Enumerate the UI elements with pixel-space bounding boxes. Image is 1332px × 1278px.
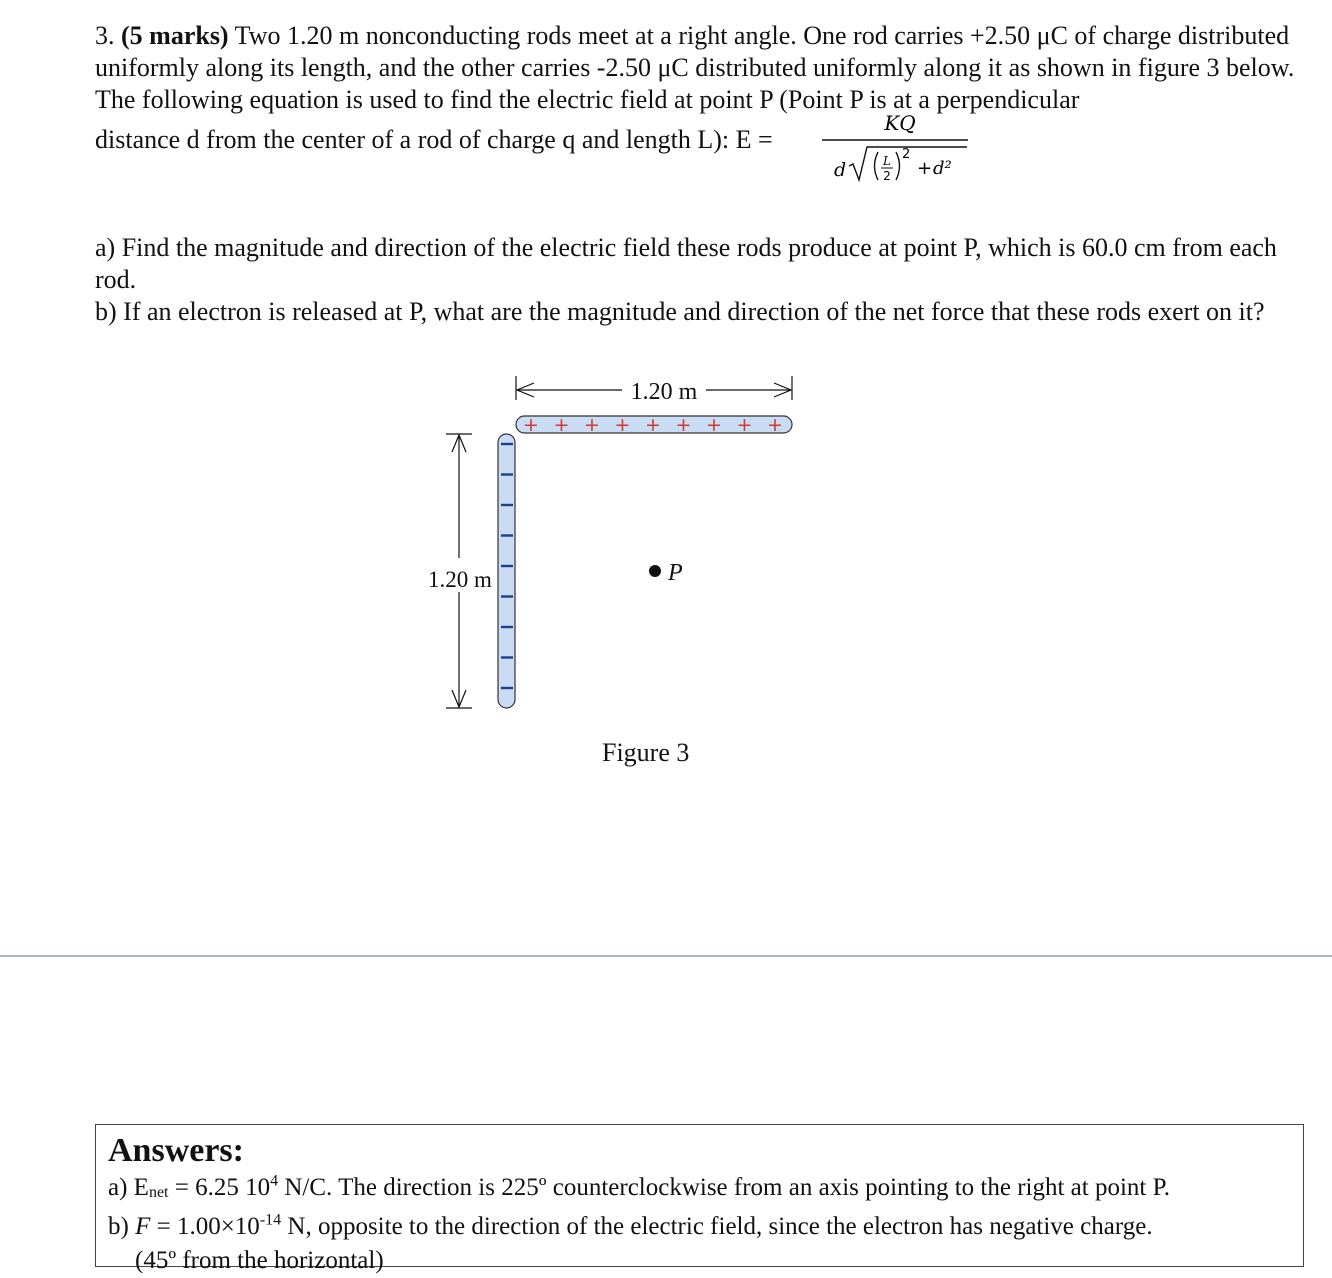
answer-b: [108, 1210, 1293, 1244]
equation-denominator-d: d: [834, 159, 847, 181]
plus-charge-sign: +: [675, 414, 692, 436]
plus-charge-sign: +: [614, 414, 631, 436]
figure-3-diagram: [400, 360, 820, 780]
plus-charge-sign: +: [523, 414, 539, 436]
point-p-label: P: [668, 560, 683, 586]
plus-charge-sign: +: [584, 414, 600, 436]
answer-a-rest: N/C. The direction is 225º counterclockwise from an axis pointing to the right at point P.: [284, 1174, 1170, 1201]
plus-charge-sign: +: [767, 414, 783, 436]
answers-heading: Answers:: [108, 1132, 244, 1169]
section-divider: [0, 955, 1332, 957]
problem-intro-text: Two 1.20 m nonconducting rods meet at a right angle. One rod carries +2.50 μC of charge distributed uniformly along its length, and the other carries -2.50 μC distributed uniformly along it as shown in figure 3 below.: [95, 21, 1295, 82]
problem-statement: [95, 20, 1295, 196]
equation-half-denominator: 2: [883, 169, 891, 183]
answer-a-prefix: a) E: [108, 1174, 149, 1201]
plus-charge-sign: +: [553, 414, 570, 436]
field-equation: [822, 110, 968, 190]
equation-d-squared: d²: [933, 158, 952, 179]
figure-caption: Figure 3: [602, 738, 690, 767]
equation-numerator: KQ: [884, 111, 916, 135]
equation-half-numerator: L: [883, 154, 891, 168]
equation-line: [95, 111, 1295, 196]
answer-b-variable: F: [135, 1213, 151, 1240]
plus-charge-sign: +: [645, 414, 661, 436]
plus-charge-sign: +: [736, 414, 753, 436]
equation-plus: +: [917, 158, 933, 179]
answer-a-subscript: net: [148, 1184, 169, 1201]
answer-b-prefix: b): [108, 1213, 129, 1240]
answer-b-value: = 1.00×10: [156, 1213, 260, 1240]
question-parts: [95, 232, 1295, 328]
plus-charge-sign: +: [706, 414, 722, 436]
answer-b-rest: N, opposite to the direction of the electric field, since the electron has negative charge.: [287, 1213, 1153, 1240]
answers-box: [95, 1124, 1304, 1274]
problem-number: 3.: [95, 21, 115, 50]
answer-a-value: = 6.25 10: [174, 1174, 271, 1201]
answer-a-exponent: 4: [270, 1172, 279, 1190]
answer-b-note: (45º from the horizontal): [135, 1247, 384, 1274]
positive-charges: [523, 414, 783, 436]
top-length-label: 1.20 m: [630, 379, 698, 405]
point-p-dot: [649, 565, 661, 577]
equation-lead: distance d from the center of a rod of charge q and length L): E =: [95, 125, 773, 154]
left-length-label: 1.20 m: [428, 567, 492, 592]
part-a: a) Find the magnitude and direction of the electric field these rods produce at point P, which is 60.0 cm from each rod.: [95, 233, 1277, 294]
equation-intro: The following equation is used to find the electric field at point P (Point P is at a perpendicular: [95, 85, 1080, 114]
equation-power: 2: [902, 147, 911, 162]
problem-intro: [95, 20, 1295, 84]
answer-a: [108, 1171, 1293, 1210]
problem-marks: (5 marks): [121, 21, 229, 50]
answer-b-exponent: -14: [259, 1211, 282, 1229]
part-b: b) If an electron is released at P, what are the magnitude and direction of the net force that these rods exert on it?: [95, 297, 1265, 326]
